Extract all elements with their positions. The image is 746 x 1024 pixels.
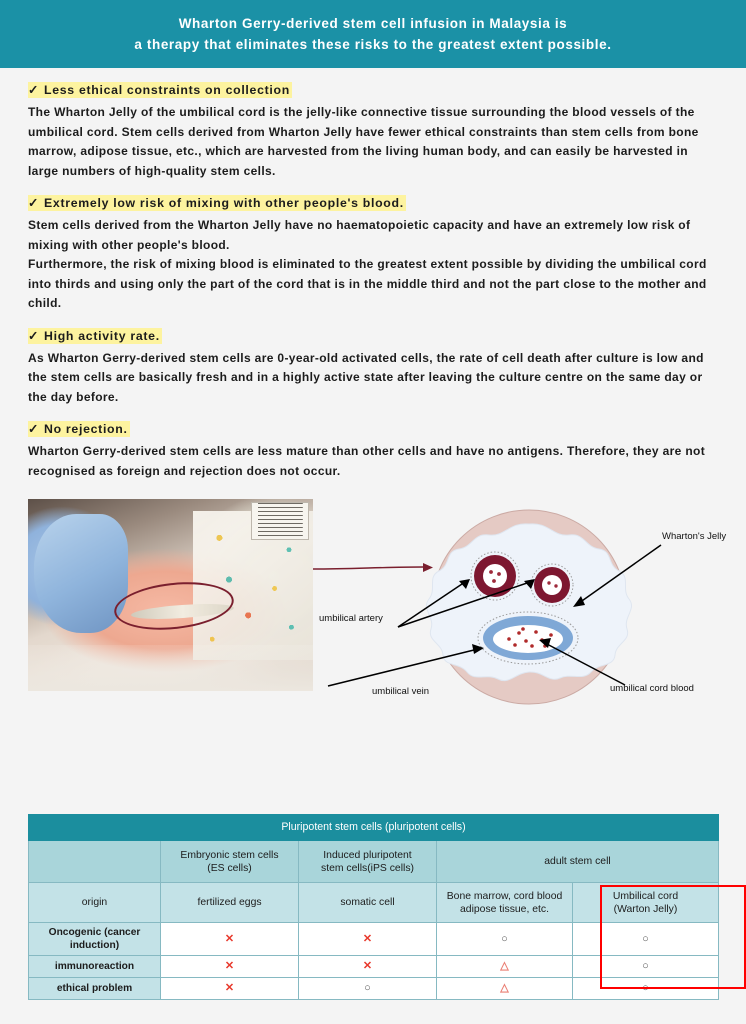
header-ips-cells [299,841,437,883]
cell-ethical-adult-other [437,978,573,1000]
content-area [0,68,746,481]
newborn-photo [28,499,313,691]
stem-cell-comparison-table [28,814,719,1000]
header-title-line2: a therapy that eliminates these risks to the greatest extent possible. [134,37,612,52]
header-es-line2: (ES cells) [207,862,252,874]
origin-uc-line1: Umbilical cord [612,890,679,902]
header-title-line1: Wharton Gerry-derived stem cell infusion in Malaysia is [178,16,568,31]
row-label-origin: origin [29,883,161,923]
benefit-paragraph-1-1: The Wharton Jelly of the umbilical cord is the jelly-like connective tissue surrounding the blood vessels of the umbilical cord. Stem cells derived from Wharton Jelly have fewer ethical constraints than stem cells from bone marrow, adipose tissue, etc., which are harvested from the living human body, and can easily be harvested in large numbers of high-quality stem cells. [28,105,699,178]
photo-bed-sheet [28,645,313,691]
cell-immuno-umbilical-cord [573,956,719,978]
benefit-heading-1-text: Less ethical constraints on collection [44,83,290,97]
symbol-x: ✕ [224,932,235,945]
table-top-header-row [29,815,719,841]
stem-cell-comparison-table-wrap [28,814,718,1000]
benefit-section-3 [28,328,718,408]
symbol-circle: ○ [642,960,649,972]
cell-ethical-umbilical-cord [573,978,719,1000]
header-adult-stem-cell: adult stem cell [437,841,719,883]
check-icon: ✓ [28,196,40,210]
label-umbilical-cord-blood: umbilical cord blood [610,683,694,694]
benefit-heading-2 [28,195,718,211]
benefit-heading-4 [28,421,718,437]
cell-ethical-es [161,978,299,1000]
cell-immuno-ips [299,956,437,978]
row-label-oncogenic: Oncogenic (cancer induction) [29,923,161,956]
cell-immuno-adult-other [437,956,573,978]
label-whartons-jelly: Wharton's Jelly [662,531,727,542]
benefit-section-4 [28,421,718,481]
benefit-section-2 [28,195,718,314]
symbol-x: ✕ [362,960,373,972]
benefit-heading-3-text: High activity rate. [44,328,160,343]
table-column-header-row [29,841,719,883]
umbilical-cord-cross-section-diagram [313,499,746,714]
benefit-paragraph-3-1: As Wharton Gerry-derived stem cells are 0-year-old activated cells, the rate of cell death after culture is low and the stem cells are basically fresh and in a highly active state after leaving the culture centre on the same day or the day before. [28,350,704,404]
cell-ethical-ips [299,978,437,1000]
label-umbilical-vein: umbilical vein [372,686,430,697]
benefit-heading-4-text: No rejection. [44,422,128,436]
figure-area [0,499,746,714]
photo-chart-label [251,502,309,540]
page-header-banner [0,0,746,68]
benefit-section-1 [28,82,718,181]
origin-adult-other-line2: adipose tissue, etc. [460,903,549,915]
check-icon: ✓ [28,83,40,97]
photo-to-diagram-connector [313,563,433,572]
origin-uc-line2: (Warton Jelly) [613,903,678,915]
symbol-circle: ○ [364,982,371,994]
symbol-triangle: △ [500,960,509,972]
symbol-circle: ○ [642,982,649,994]
benefit-heading-3 [28,328,718,344]
benefit-heading-1 [28,82,718,98]
symbol-circle: ○ [501,932,508,945]
origin-es: fertilized eggs [161,883,299,923]
cell-oncogenic-umbilical-cord [573,923,719,956]
cell-immuno-es [161,956,299,978]
check-icon: ✓ [28,328,40,343]
table-origin-row [29,883,719,923]
header-ips-line2: stem cells(iPS cells) [321,862,414,874]
origin-umbilical-cord [573,883,719,923]
benefit-paragraph-4-1: Wharton Gerry-derived stem cells are less mature than other cells and have no antigens. Therefore, they are not recognised as foreign and rejection does not occur. [28,444,706,478]
table-row [29,978,719,1000]
benefit-paragraph-2-2: Furthermore, the risk of mixing blood is eliminated to the greatest extent possible by dividing the umbilical cord into thirds and using only the part of the cord that is in the middle third and not the part close to the mother and child. [28,257,707,310]
header-es-cells [161,841,299,883]
table-row [29,923,719,956]
header-blank [29,841,161,883]
cell-oncogenic-es [161,923,299,956]
row-label-immunoreaction: immunoreaction [29,956,161,978]
table-top-header: Pluripotent stem cells (pluripotent cells) [29,815,719,841]
cell-oncogenic-ips [299,923,437,956]
check-icon: ✓ [28,422,40,436]
cell-oncogenic-adult-other [437,923,573,956]
symbol-x: ✕ [224,982,235,994]
origin-adult-other-line1: Bone marrow, cord blood [446,890,563,902]
benefit-heading-2-text: Extremely low risk of mixing with other people's blood. [44,196,404,210]
origin-ips: somatic cell [299,883,437,923]
row-label-ethical-problem: ethical problem [29,978,161,1000]
header-es-line1: Embryonic stem cells [180,849,279,861]
table-row [29,956,719,978]
header-ips-line1: Induced pluripotent [323,849,412,861]
photo-gloved-hand [34,514,128,633]
label-umbilical-artery: umbilical artery [319,613,383,624]
origin-adult-other [437,883,573,923]
symbol-triangle: △ [500,982,509,994]
symbol-circle: ○ [642,932,649,945]
symbol-x: ✕ [362,932,373,945]
symbol-x: ✕ [224,960,235,972]
benefit-paragraph-2-1: Stem cells derived from the Wharton Jelly have no haematopoietic capacity and have an extremely low risk of mixing with other people's blood. [28,218,691,252]
